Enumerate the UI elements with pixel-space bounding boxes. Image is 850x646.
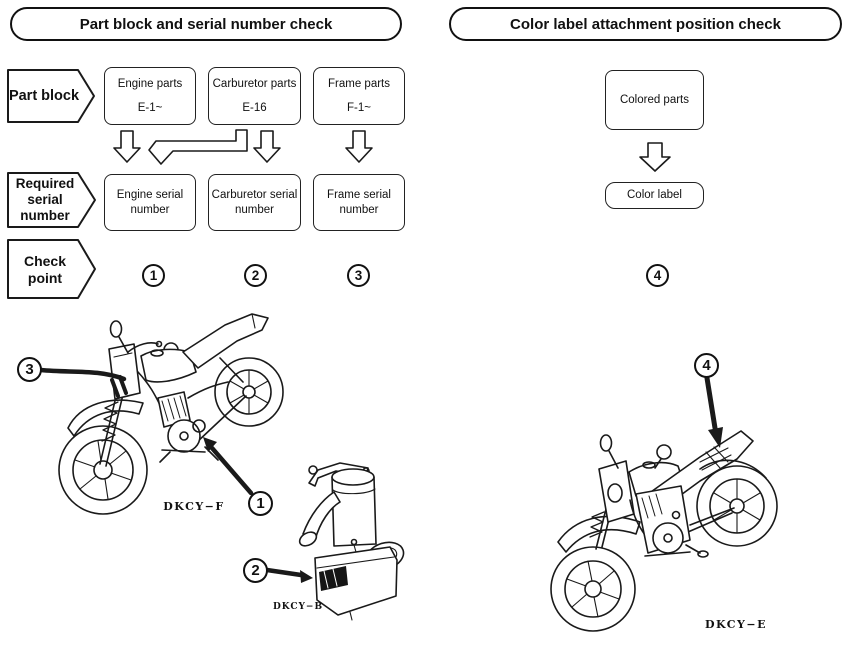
- flow-arrow-carburetor-icon: [254, 131, 280, 162]
- right-title-text: Color label attachment position check: [510, 15, 781, 33]
- serial-box-engine: Engine serial number: [104, 174, 196, 231]
- color-label-box: Color label: [605, 182, 704, 209]
- part-box-engine: Engine parts E-1~: [104, 67, 196, 125]
- callout-2-arrow: [267, 570, 313, 583]
- figure-callout-3: 3: [17, 357, 42, 382]
- carburetor-caption: DKCY−B: [272, 602, 324, 612]
- callout-4-arrow: [707, 378, 723, 448]
- flow-arrow-frame-icon: [346, 131, 372, 162]
- check-point-3: 3: [347, 264, 370, 287]
- serial-box-carburetor: Carburetor serial number: [208, 174, 301, 231]
- part-box-frame: Frame parts F-1~: [313, 67, 405, 125]
- figure-callout-1: 1: [248, 491, 273, 516]
- left-section-title: [10, 7, 402, 41]
- check-point-2: 2: [244, 264, 267, 287]
- right-section-title: [449, 7, 842, 41]
- figure-callout-2: 2: [243, 558, 268, 583]
- check-point-4: 4: [646, 264, 669, 287]
- front-bike-figure: [59, 314, 283, 514]
- figure-callout-4: 4: [694, 353, 719, 378]
- carburetor-figure: [297, 463, 407, 620]
- front-bike-caption: DKCY−F: [163, 500, 225, 513]
- rear-bike-caption: DKCY−E: [704, 618, 767, 631]
- serial-box-frame: Frame serial number: [313, 174, 405, 231]
- required-serial-row-label: Required serial number: [15, 176, 75, 223]
- flow-arrow-engine-icon: [114, 131, 140, 162]
- part-box-carburetor: Carburetor parts E-16: [208, 67, 301, 125]
- rear-bike-figure: [551, 431, 777, 631]
- check-point-1: 1: [142, 264, 165, 287]
- colored-parts-box: Colored parts: [605, 70, 704, 130]
- flow-arrow-carb-to-engine-icon: [149, 130, 247, 164]
- part-block-row-label: Part block: [8, 88, 80, 104]
- left-title-text: Part block and serial number check: [79, 15, 333, 33]
- callout-1-arrow: [203, 437, 251, 493]
- flow-arrow-color-label-icon: [640, 143, 670, 171]
- check-point-row-label: Check point: [23, 253, 67, 286]
